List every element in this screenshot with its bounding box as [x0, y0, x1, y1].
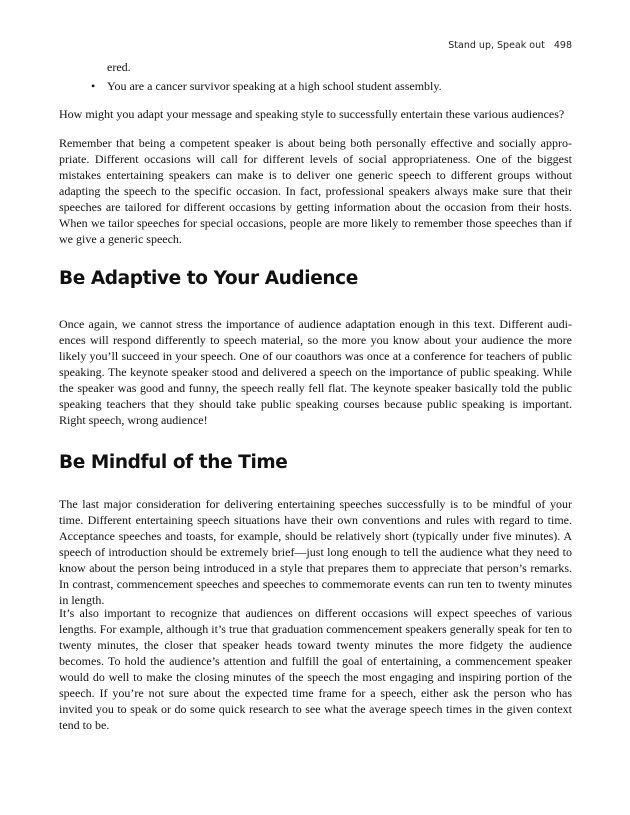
bullet-item-text: You are a cancer survivor speaking at a high school student assembly.	[107, 79, 442, 93]
paragraph-speech-lengths: It’s also important to recognize that audiences on different occasions will expect speeches of various lengths. For example, although it’s true that graduation commencement speakers generally speak for ten to twenty minutes, the closer that speaker heads toward twenty minutes the more fidgety the audience becomes. To hold the audience’s attention and fulfill the goal of entertaining, a commencement speaker would do well to make the closing minutes of the speech the most engaging and inspiring portion of the speech. If you’re not sure about the expected time frame for a speech, either ask the person who has invited you to speak or do some quick research to see what the average speech times in the given context tend to be.	[59, 606, 572, 732]
page-number: 498	[553, 40, 572, 51]
paragraph-competent-speaker: Remember that being a competent speaker is about being both personally effective and socially appropriate. Different occasions will call for different levels of social appropriateness. One of the biggest mistakes entertaining speakers can make is to deliver one generic speech to different groups without adapting the speech to the specific occasion. In fact, professional speakers always make sure that their speeches are tailored for different occasions by getting information about the occasion from their hosts. When we tailor speeches for special occasions, people are more likely to remember those speeches than if we give a generic speech.	[59, 136, 572, 246]
running-header	[448, 40, 572, 51]
section-heading-mindful-time: Be Mindful of the Time	[59, 452, 288, 473]
bullet-item	[91, 78, 442, 94]
paragraph-adapt-question: How might you adapt your message and speaking style to successfully entertain these various audiences?	[59, 107, 565, 121]
section-heading-adaptive: Be Adaptive to Your Audience	[59, 268, 358, 289]
bullet-marker: •	[91, 79, 96, 93]
book-title: Stand up, Speak out	[448, 40, 545, 51]
paragraph-audience-adaptation: Once again, we cannot stress the importance of audience adaptation enough in this text. Different audiences will respond differently to speech material, so the more you know about your audience the more likely you’ll succeed in your speech. One of our coauthors was once at a conference for teachers of public speaking. The keynote speaker stood and delivered a speech on the importance of public speaking. While the speaker was good and funny, the speech really fell flat. The keynote speaker basically told the public speaking teachers that they should take public speaking courses because public speaking is important. Right speech, wrong audience!	[59, 317, 572, 427]
paragraph-time-considerations: The last major consideration for delivering entertaining speeches successfully is to be mindful of your time. Different entertaining speech situations have their own conventions and rules with regard to time. Acceptance speeches and toasts, for example, should be relatively short (typically under five minutes). A speech of introduction should be extremely brief—just long enough to tell the audience what they need to know about the person being introduced in a style that prepares them to appreciate that person’s remarks. In contrast, commencement speeches and speeches to commemorate events can run ten to twenty minutes in length.	[59, 497, 572, 607]
bullet-continuation: ered.	[107, 60, 131, 74]
